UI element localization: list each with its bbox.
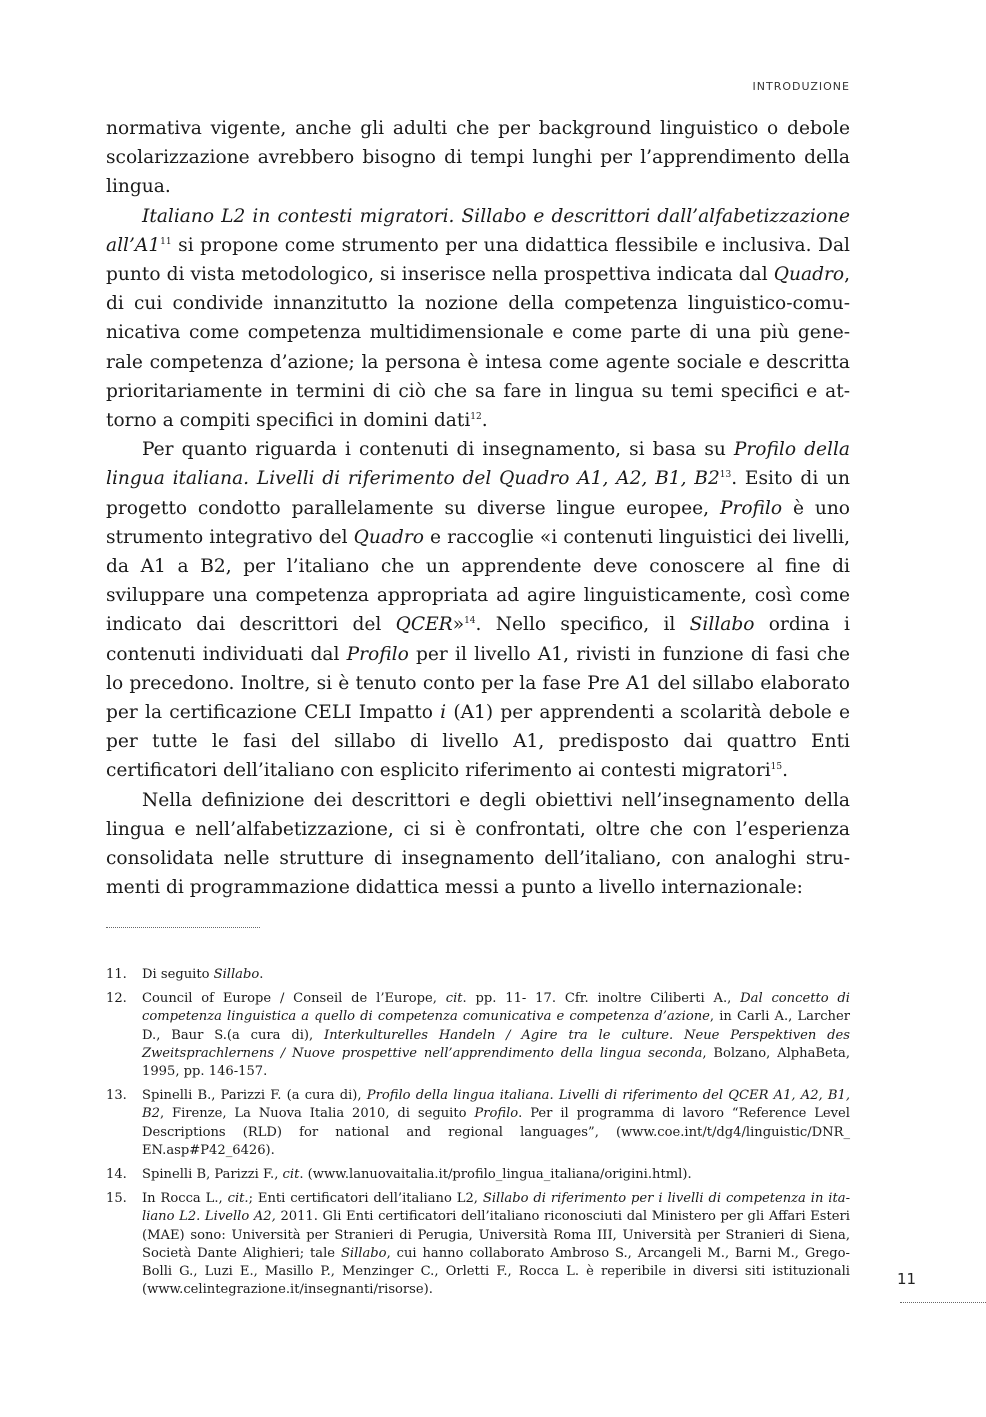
text-run: Di seguito <box>142 967 214 982</box>
text-run: , Bolzano, AlphaBeta, 1995, pp. 146-157. <box>142 1045 850 1080</box>
italic-run: Interkulturelles Handeln / Agire tra le culture. Neue Perspektiven des Zweitsprachlernens / Nuove prospettive nell’apprendimento della lingua seconda <box>142 1027 850 1061</box>
italic-run: Sillabo <box>689 614 755 636</box>
footnote-number: 14. <box>106 1167 127 1183</box>
text-run: , cui hanno collaborato Ambroso S., Arcangeli M., Barni M., Grego-Bolli G., Luzi E., Masillo P., Menzinger C., Orletti F., Rocca L. è reperibile in diversi siti istituzionali (www.celintegrazione.it/insegnanti/risorse). <box>142 1245 850 1298</box>
text-run: Spinelli B, Parizzi F., <box>142 1167 283 1183</box>
footnote-ref[interactable]: 15 <box>770 762 783 773</box>
footnote-text <box>142 1190 850 1299</box>
text-run: , di cui condivide innanzitutto la nozione della competenza linguistico-comunicativa come competenza multidimensionale e come parte di una più generale competenza d’azione; la persona è intesa come agente sociale e descritta prioritariamente in termini di ciò che sa fare in lingua su temi specifici e attorno a compiti specifici in domini dati <box>106 264 850 432</box>
italic-run: QCER <box>395 614 453 636</box>
paragraph-4: Nella definizione dei descrittori e degli obiettivi nell’insegnamento della lingua e nell’alfabetizzazione, ci si è confrontati, oltre che con l’esperienza consolidata nelle strutture di insegnamento dell’italiano, con analoghi strumenti di programmazione didattica messi a punto a livello internazionale: <box>106 789 850 899</box>
footnote <box>106 966 850 984</box>
footnote-number: 13. <box>106 1088 127 1104</box>
footnote-number: 15. <box>106 1191 127 1207</box>
body-text <box>106 114 850 902</box>
text-run: . Per il programma di lavoro “Reference Level Descriptions (RLD) for national and regional languages”, (www.coe.int/t/dg4/linguistic/DNR_ EN.asp#P42_6426). <box>142 1106 850 1158</box>
page-number-rule <box>900 1302 986 1303</box>
text-run: . (www.lanuovaitalia.it/profilo_lingua_italiana/origini.html). <box>299 1167 692 1183</box>
text-run: ; Enti certificatori dell’italiano L2, <box>248 1191 483 1207</box>
footnotes <box>106 966 850 1305</box>
paragraph-3 <box>106 435 850 785</box>
footnote-ref[interactable]: 13 <box>719 470 732 481</box>
text-run: per il livello A1, rivisti in funzione di fasi che lo precedono. Inoltre, si è tenuto conto per la fase Pre A1 del sillabo elaborato per la certificazione CELI Impatto <box>106 643 850 724</box>
italic-run: i <box>440 702 447 724</box>
footnote-ref[interactable]: 14 <box>464 616 476 627</box>
paragraph-2 <box>106 202 850 436</box>
text-run: » <box>452 614 465 636</box>
text-run: . Esito di un progetto condotto parallelamente su diverse lingue europee, <box>106 468 851 519</box>
footnote-separator <box>106 927 260 928</box>
text-run: e raccoglie «i contenuti linguistici dei livelli, da A1 a B2, per l’italiano che un apprendente deve conoscere al fine di sviluppare una competenza appropriata ad agire linguisticamente, così come indicato dai descrittori del <box>106 526 850 636</box>
paragraph-1: normativa vigente, anche gli adulti che per background linguistico o debole scolarizzazione avrebbero bisogno di tempi lunghi per l’apprendimento della lingua. <box>106 118 850 198</box>
italic-run: Sillabo <box>213 967 260 982</box>
italic-run: Quadro <box>773 264 845 286</box>
footnote-text <box>142 1166 850 1184</box>
text-run: (A1) per apprendenti a scolarità debole e per tutte le fasi del sillabo di livello A1, predisposto dai quattro Enti certificatori dell’italiano con esplicito riferimento ai contesti migratori <box>106 702 851 782</box>
text-run: . <box>782 760 789 782</box>
italic-run: cit. <box>227 1191 249 1207</box>
italic-run: cit <box>282 1167 300 1183</box>
running-head: INTRODUZIONE <box>752 80 850 93</box>
footnote <box>106 1190 850 1299</box>
text-run: . Nello specifico, il <box>475 614 690 636</box>
profilo-title: Profilo della lingua italiana. Livelli di riferimento del Quadro A1, A2, B1, B2 <box>106 439 850 490</box>
text-run: Per quanto riguarda i contenuti di insegnamento, si basa su <box>142 439 734 461</box>
text-run: è uno strumento integrativo del <box>106 497 850 548</box>
italic-run: Quadro <box>353 526 424 548</box>
italic-run: cit <box>445 991 463 1007</box>
text-run: ordina i contenuti individuati dal <box>106 614 850 665</box>
footnote-text <box>142 966 850 984</box>
text-run: In Rocca L., <box>142 1191 228 1207</box>
italic-run: Profilo della lingua italiana. Livelli di riferimento del QCER A1, A2, B1, B2 <box>142 1088 850 1122</box>
footnote-ref[interactable]: 12 <box>470 412 482 423</box>
text-run: , Firenze, La Nuova Italia 2010, di seguito <box>159 1106 475 1122</box>
text-run: si propone come strumento per una didattica flessibile e inclusiva. Dal punto di vista metodologico, si inserisce nella prospettiva indicata dal <box>106 234 850 286</box>
footnote <box>106 1087 850 1160</box>
sillabo-title: Italiano L2 in contesti migratori. Sillabo e descrittori dall’alfabetizzazione all’A1 <box>106 205 850 256</box>
footnote-number: 11. <box>106 967 127 982</box>
text-run: . <box>481 410 488 432</box>
footnote-text <box>142 1087 850 1160</box>
page-number: 11 <box>897 1270 917 1288</box>
text-run: Council of Europe / Conseil de l’Europe, <box>142 991 446 1007</box>
footnote-ref[interactable]: 11 <box>160 236 172 247</box>
italic-run: Sillabo di riferimento per i livelli di competenza in italiano L2. Livello A2, <box>142 1191 851 1225</box>
text-run: , in Carli A., Larcher D., Baur S.(a cura di), <box>142 1009 850 1043</box>
footnote <box>106 1166 850 1184</box>
text-run: 2011. Gli Enti certificatori dell’italiano riconosciuti dal Ministero per gli Affari Esteri (MAE) sono: Università per Stranieri di Perugia, Università Roma III, Università per Stranieri di Siena, Società Dante Alighieri; tale <box>142 1209 850 1261</box>
italic-run: Profilo <box>346 643 409 665</box>
text-run: . <box>259 967 264 982</box>
italic-run: Dal concetto di competenza linguistica a quello di competenza comunicativa e competenza d’azione <box>142 991 850 1025</box>
footnote-text <box>142 990 850 1081</box>
text-run: . pp. 11- 17. Cfr. inoltre Ciliberti A., <box>462 991 741 1007</box>
footnote <box>106 990 850 1081</box>
italic-run: Sillabo <box>340 1245 387 1261</box>
footnote-number: 12. <box>106 991 127 1007</box>
text-run: Spinelli B., Parizzi F. (a cura di), <box>142 1088 367 1104</box>
italic-run: Profilo <box>474 1106 519 1122</box>
italic-run: Profilo <box>719 497 783 519</box>
